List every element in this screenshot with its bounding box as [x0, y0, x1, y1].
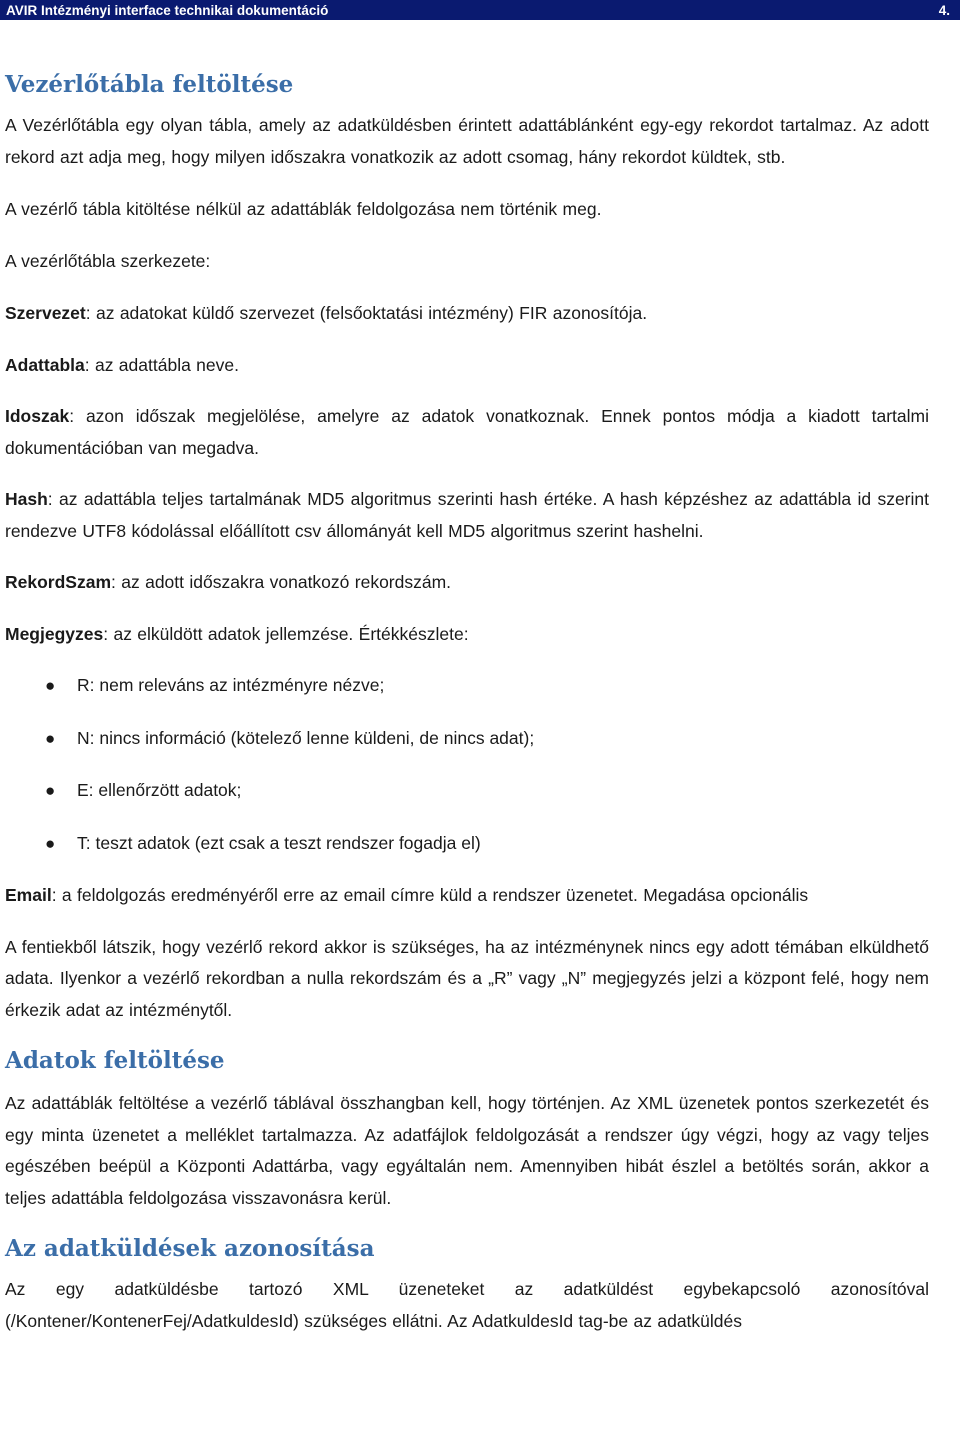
list-item	[5, 670, 929, 702]
bullet-icon: ●	[45, 676, 56, 695]
paragraph: Az adattáblák feltöltése a vezérlő táblával összhangban kell, hogy történjen. Az XML üzenetek pontos szerkezetét és egy minta üzenetet a melléklet tartalmazza. Az adatfájlok feldolgozását a rendszer úgy végzi, hogy az vagy teljes egészében beépül a Központi Adattárba, vagy egyáltalán nem. Amennyiben hibát észlel a betöltés során, akkor a teljes adattábla feldolgozása visszavonásra kerül.	[5, 1093, 929, 1208]
paragraph: A vezérlőtábla szerkezete:	[5, 250, 211, 271]
field-description: : az elküldött adatok jellemzése. Értékkészlete:	[103, 623, 469, 644]
page-header	[0, 0, 960, 20]
field-description: : az adattábla neve.	[84, 354, 239, 375]
field-definition-hash	[5, 484, 929, 547]
list-item	[5, 723, 929, 755]
section-heading-vezerlotabla: Vezérlőtábla feltöltése	[5, 71, 294, 98]
field-description: : az adott időszakra vonatkozó rekordszám.	[111, 572, 452, 592]
list-item-text: R: nem releváns az intézményre nézve;	[77, 675, 385, 695]
field-name: Hash	[5, 489, 48, 509]
bullet-icon: ●	[45, 781, 56, 800]
chapter-number: 4.	[938, 2, 950, 18]
field-name: Megjegyzes	[5, 623, 104, 644]
list-item-text: N: nincs információ (kötelező lenne küldeni, de nincs adat);	[77, 727, 535, 748]
list-item	[5, 828, 929, 860]
field-name: Szervezet	[5, 303, 86, 323]
field-description: : a feldolgozás eredményéről erre az email címre küld a rendszer üzenetet. Megadása opcionális	[51, 885, 809, 905]
document-body	[5, 68, 929, 1337]
list-item	[5, 775, 929, 807]
field-description: : azon időszak megjelölése, amelyre az adatok vonatkoznak. Ennek pontos módja a kiadott tartalmi dokumentációban van megadva.	[5, 406, 929, 458]
bullet-icon: ●	[45, 728, 56, 748]
list-item-text: T: teszt adatok (ezt csak a teszt rendszer fogadja el)	[77, 832, 481, 853]
field-name: Idoszak	[5, 406, 70, 426]
paragraph: A vezérlő tábla kitöltése nélkül az adattáblák feldolgozása nem történik meg.	[5, 199, 602, 219]
field-name: Adattabla	[5, 354, 85, 375]
field-name: Email	[5, 885, 52, 905]
section-heading-azonositas: Az adatküldések azonosítása	[5, 1235, 375, 1262]
document-title: AVIR Intézményi interface technikai dokumentáció	[6, 2, 329, 18]
value-list	[5, 670, 929, 859]
field-definition-adattabla	[5, 350, 929, 382]
paragraph: A Vezérlőtábla egy olyan tábla, amely az adatküldésben érintett adattáblánként egy-egy rekordot tartalmaz. Az adott rekord azt adja meg, hogy milyen időszakra vonatkozik az adott csomag, hány rekordot küldtek, stb.	[5, 115, 929, 167]
paragraph: A fentiekből látszik, hogy vezérlő rekord akkor is szükséges, ha az intézménynek nincs egy adott témában elküldhető adata. Ilyenkor a vezérlő rekordban a nulla rekordszám és a „R” vagy „N” megjegyzés jelzi a központ felé, hogy nem érkezik adat az intézménytől.	[5, 936, 929, 1020]
field-definition-rekordszam	[5, 567, 929, 599]
list-item-text: E: ellenőrzött adatok;	[77, 780, 242, 800]
field-description: : az adattábla teljes tartalmának MD5 algoritmus szerinti hash értéke. A hash képzéshez az adattábla id szerint rendezve UTF8 kódolással előállított csv állományát kell MD5 algoritmus szerint hashelni.	[5, 489, 929, 541]
field-definition-megjegyzes	[5, 619, 929, 651]
field-name: RekordSzam	[5, 572, 112, 592]
field-definition-szervezet	[5, 298, 929, 330]
field-description: : az adatokat küldő szervezet (felsőoktatási intézmény) FIR azonosítója.	[85, 303, 648, 323]
field-definition-email	[5, 880, 929, 912]
paragraph: Az egy adatküldésbe tartozó XML üzeneteket az adatküldést egybekapcsoló azonosítóval (/Kontener/KontenerFej/AdatkuldesId) szükséges ellátni. Az AdatkuldesId tag-be az adatküldés	[5, 1279, 929, 1331]
section-heading-adatok: Adatok feltöltése	[5, 1047, 225, 1074]
bullet-icon: ●	[45, 833, 56, 853]
field-definition-idoszak	[5, 401, 929, 464]
